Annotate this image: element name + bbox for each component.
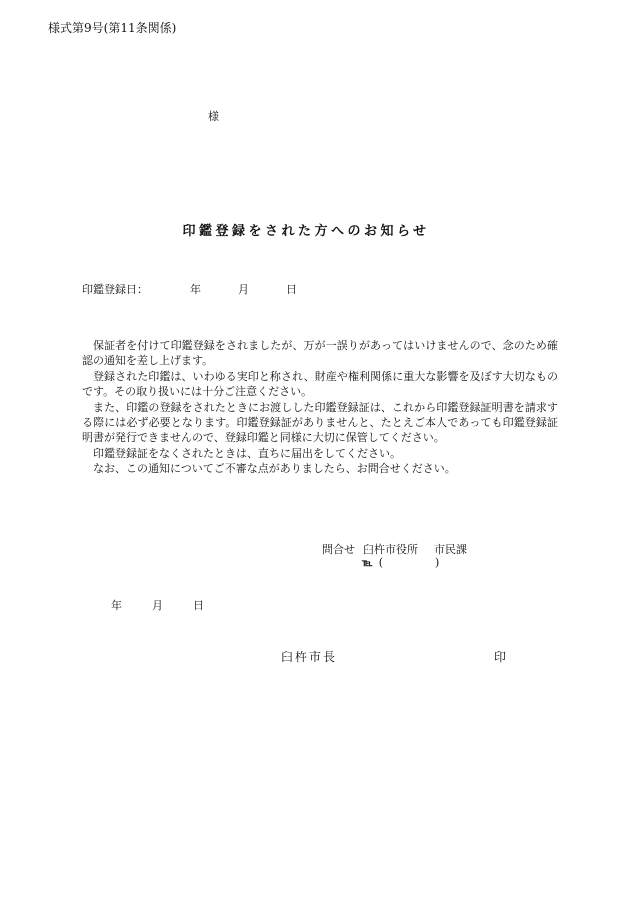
issue-year-label: 年 xyxy=(111,599,122,612)
addressee-honorific: 様 xyxy=(208,110,219,123)
form-number: 様式第9号(第11条関係) xyxy=(48,21,177,35)
seal-mark: 印 xyxy=(494,650,507,664)
tel-open-paren: ( xyxy=(378,556,384,569)
registration-date-label: 印鑑登録日： xyxy=(82,283,148,296)
registration-year-label: 年 xyxy=(190,283,201,296)
tel-close-paren: ) xyxy=(435,556,440,569)
document-title: 印鑑登録をされた方へのお知らせ xyxy=(182,224,430,239)
contact-office: 臼杵市役所 xyxy=(363,543,418,556)
body-paragraph: 保証者を付けて印鑑登録をされましたが、万が一誤りがあってはいけませんので、念のため確認の通知を差し上げます。 xyxy=(82,339,558,368)
registration-month-label: 月 xyxy=(238,283,249,296)
contact-tel xyxy=(362,556,439,569)
contact-label: 問合せ xyxy=(322,543,355,556)
tel-label: ℡ xyxy=(362,558,373,569)
signatory: 臼杵市長 xyxy=(281,650,338,664)
body-paragraph: 登録された印鑑は、いわゆる実印と称され、財産や権利関係に重大な影響を及ぼす大切なものです。その取り扱いには十分ご注意ください。 xyxy=(82,369,558,399)
body-paragraph: なお、この通知についてご不審な点がありましたら、お問合せください。 xyxy=(93,462,456,476)
issue-day-label: 日 xyxy=(193,599,204,612)
contact-info xyxy=(322,541,467,557)
notice-body xyxy=(82,338,558,477)
body-paragraph: 印鑑登録証をなくされたときは、直ちに届出をしてください。 xyxy=(93,446,401,460)
body-paragraph: また、印鑑の登録をされたときにお渡しした印鑑登録証は、これから印鑑登録証明書を請求する際には必ず必要となります。印鑑登録証がありませんと、たとえご本人であっても印鑑登録証明書が発行できませんので、登録印鑑と同様に大切に保管してください。 xyxy=(82,400,558,445)
issue-month-label: 月 xyxy=(152,599,163,612)
contact-department: 市民課 xyxy=(434,543,467,556)
registration-day-label: 日 xyxy=(286,283,297,296)
